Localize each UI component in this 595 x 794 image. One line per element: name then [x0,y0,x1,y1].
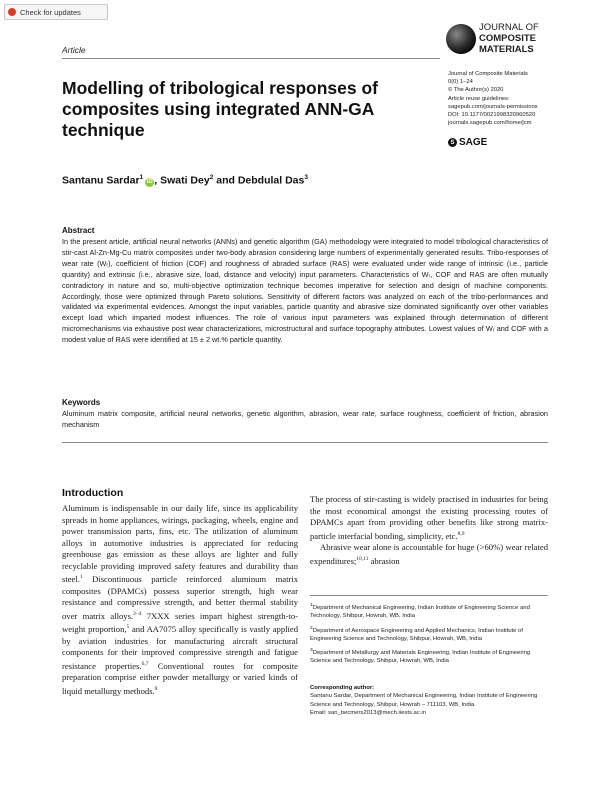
author-3-affil: 3 [304,174,308,181]
intro-paragraph [310,494,548,542]
header-divider [62,58,440,59]
author-2-affil: 2 [209,174,214,181]
citation[interactable]: 2–4 [133,610,142,617]
orcid-icon[interactable]: iD [146,178,153,185]
intro-paragraph [62,503,298,697]
intro-text-4: and AA7075 alloy specifically is vastly applied by aviation industries for manufacturing aircraft structural components for their improved compressive strength and fatigue resistance properties. [62,624,298,671]
col2-text-2: Abrasive wear alone is accountable for huge (>60%) wear related expenditures; [310,542,548,566]
keywords-divider [62,442,548,443]
affiliation-text: Department of Metallurgy and Materials Engineering, Indian Institute of Engineering Science and Technology, Shibpur, Howrah, WB, India [310,650,531,665]
author-2[interactable]: Swati Dey [160,174,210,187]
intro-column-left [62,503,298,697]
col2-text-3: abrasion [368,555,400,566]
journal-volume: 0(0) 1–24 [448,79,473,86]
author-separator: , [154,174,161,187]
intro-paragraph [310,542,548,567]
affiliation-item [310,602,548,621]
publisher-name: SAGE [459,137,488,148]
citation[interactable]: 8,9 [457,530,465,537]
intro-text-3: 7XXX series impart highest strength-to-weight proportion, [62,610,298,635]
author-3[interactable]: Debdulal Das [237,174,305,187]
affiliation-sup: 2 [310,625,313,631]
affiliations [310,602,548,670]
update-icon [8,8,16,16]
affiliation-item [310,647,548,666]
author-list [62,174,308,187]
corresponding-text: Santanu Sardar, Department of Mechanical Engineering, Indian Institute of Engineering Science and Technology, Shibpur, Howrah – 711103, WB, India. [310,693,538,708]
doi[interactable]: DOI: 10.1177/0021998320960520 [448,112,536,119]
check-for-updates-badge[interactable] [4,4,108,20]
publisher-logo [448,137,487,148]
logo-line-1: JOURNAL OF [479,22,539,33]
affiliation-text: Department of Aerospace Engineering and Applied Mechanics, Indian Institute of Engineering Science and Technology, Shibpur, Howrah, WB, India [310,627,523,642]
introduction-heading: Introduction [62,487,124,499]
abstract-heading: Abstract [62,226,95,235]
intro-column-right [310,494,548,567]
affiliation-item [310,625,548,644]
intro-text-5: Conventional routes for composite preparation comprise either powder metallurgy or varied kinds of liquid metallurgy methods. [62,660,298,696]
author-1-affil: 1 [139,174,144,181]
sage-icon: S [448,138,457,147]
paper-title: Modelling of tribological responses of composites using integrated ANN-GA technique [62,78,378,140]
journal-metadata [448,70,558,127]
citation[interactable]: 5 [126,624,130,631]
col2-text-1: The process of stir-casting is widely practised in industries for being the most economical amongst the existing processing routes of DPAMCs apart from providing other benefits like strong matrix-particle interfacial bonding, simplicity, etc. [310,494,548,541]
corresponding-heading: Corresponding author: [310,685,375,691]
keywords-body: Aluminum matrix composite, artificial neural networks, genetic algorithm, abrasion, wear rate, surface roughness, coefficient of friction, abrasion mechanism [62,409,548,429]
reuse-label: Article reuse guidelines: [448,95,510,102]
badge-label: Check for updates [20,7,81,17]
journal-home-link[interactable]: journals.sagepub.com/home/jcm [448,120,532,127]
citation[interactable]: 8 [154,685,158,692]
affiliation-text: Department of Mechanical Engineering, Indian Institute of Engineering Science and Technology, Shibpur, Howrah, WB, India [310,604,530,620]
affiliation-sup: 3 [310,648,313,654]
journal-logo-text [479,22,539,55]
author-separator: and [213,174,238,187]
logo-line-2: COMPOSITE [479,33,537,44]
affiliation-divider [310,595,548,596]
corresponding-email[interactable]: Email: san_becmers2013@mech.iiests.ac.in [310,709,426,716]
article-type-label: Article [62,45,86,55]
logo-line-3: MATERIALS [479,44,534,55]
journal-name: Journal of Composite Materials [448,71,528,77]
citation[interactable]: 1 [79,574,83,581]
keywords-heading: Keywords [62,398,101,407]
intro-text-2: Discontinuous particle reinforced aluminum matrix composites (DPAMCs) possess superior strength, high wear resistance and compressive strength, and better thermal stability over matrix alloys. [62,574,298,621]
citation[interactable]: 10,11 [356,555,369,562]
affiliation-sup: 1 [310,603,313,608]
abstract-body: In the present article, artificial neural networks (ANNs) and genetic algorithm (GA) methodology were integrated to model tribological characteristics of stir-cast Al-Zn-Mg-Cu matrix composites under two-body abrasion considering large numbers of experimentally generated results. Tribo-responses of wear rate (Wᵣ), coefficient of friction (COF) and roughness of abraded surface (RAS) were evaluated under wide range of intrinsic (i.e., particle quantity) and extrinsic (i.e., abrasive size, load, distance and velocity) input parameters. Characteristics of Wᵣ, COF and RAS are often mutually contradictory in nature and so, multi-objective optimization technique becomes imperative for selection and design of machine components. Accordingly, those were optimized through Pareto solutions. Sensitivity of different factors was analyzed on each of the tribo-performances and validated via experimental evidences. Amongst the input variables, particle quantity and abrasive size dominated significantly over other variables except load which imparted modest influences. The role of various input parameters was explained through determination of different micromechanisms via exhaustive post wear characterizations, microstructural and surface topography attributes. Lowest values of Wᵣ and COF with a modest value of RAS were identified at 15 ± 2 wt.% particle quantity. [62,237,548,345]
permissions-link[interactable]: sagepub.com/journals-permissions [448,103,538,110]
author-1[interactable]: Santanu Sardar [62,174,140,187]
corresponding-author [310,684,548,717]
intro-text-1: Aluminum is indispensable in our daily life, since its applicability spreads in home appliances, wirings, packaging, wheels, engine and power transmission parts, fins, etc. The utilization of aluminum alloys in automotive industries is appreciated for reducing greenhouse gas emission as these alloys are lighter and fully recyclable providing improved safety features and durability than steel. [62,503,298,585]
journal-logo-icon [446,24,476,54]
copyright: © The Author(s) 2020 [448,87,504,94]
journal-logo [446,22,551,58]
citation[interactable]: 6,7 [141,660,149,667]
